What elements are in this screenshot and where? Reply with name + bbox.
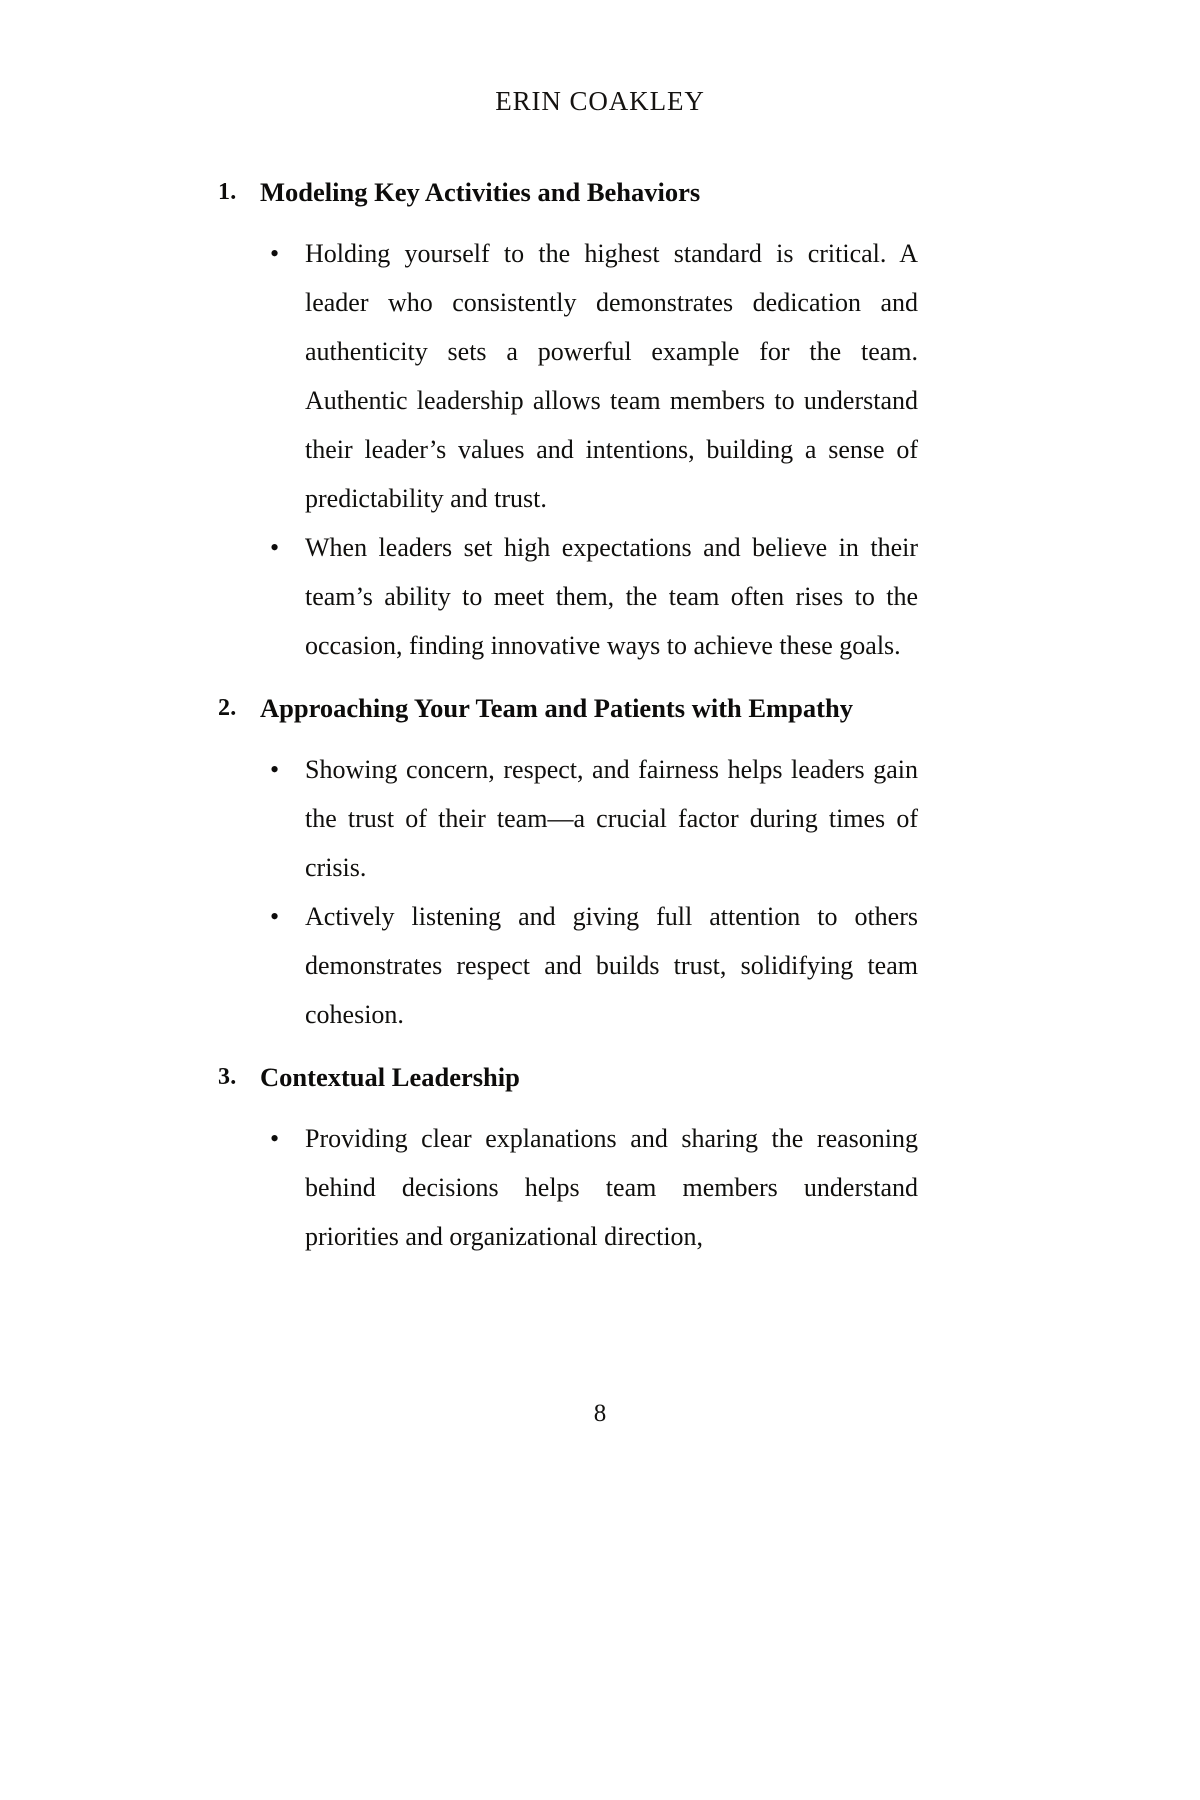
list-item xyxy=(218,229,918,523)
list-item xyxy=(218,892,918,1039)
bullet-text: When leaders set high expectations and believe in their team’s ability to meet them, the team often rises to the occasion, finding innovative ways to achieve these goals. xyxy=(305,533,918,660)
spacer xyxy=(218,217,918,229)
list-item xyxy=(218,1114,918,1261)
section-2 xyxy=(218,684,918,1039)
section-1-title: Modeling Key Activities and Behaviors xyxy=(260,177,701,207)
bullet-icon: • xyxy=(270,902,280,931)
bullet-text: Providing clear explanations and sharing the reasoning behind decisions helps team members understand priorities and organizational direction, xyxy=(305,1124,918,1251)
bullet-text: Actively listening and giving full attention to others demonstrates respect and builds trust, solidifying team cohesion. xyxy=(305,902,918,1029)
bullet-icon: • xyxy=(270,755,280,784)
bullet-icon: • xyxy=(270,533,280,562)
section-1-bullets xyxy=(218,229,918,670)
section-2-heading xyxy=(218,684,918,733)
section-3-number: 3. xyxy=(218,1064,237,1090)
bullet-text: Holding yourself to the highest standard is critical. A leader who consistently demonstrates dedication and authenticity sets a powerful example for the team. Authentic leadership allows team members to understand their leader’s values and intentions, building a sense of predictability and trust. xyxy=(305,239,918,513)
section-2-title: Approaching Your Team and Patients with Empathy xyxy=(260,693,853,723)
list-item xyxy=(218,745,918,892)
bullet-text: Showing concern, respect, and fairness helps leaders gain the trust of their team—a crucial factor during times of crisis. xyxy=(305,755,918,882)
section-1 xyxy=(218,168,918,670)
section-3-heading xyxy=(218,1053,918,1102)
bullet-icon: • xyxy=(270,239,280,268)
running-header: ERIN COAKLEY xyxy=(495,86,705,116)
section-2-number: 2. xyxy=(218,695,237,721)
spacer xyxy=(218,1039,918,1053)
page-number: 8 xyxy=(593,1400,607,1427)
bullet-icon: • xyxy=(270,1124,280,1153)
spacer xyxy=(218,733,918,745)
page-content xyxy=(218,168,918,1261)
section-3-title: Contextual Leadership xyxy=(260,1062,520,1092)
section-1-number: 1. xyxy=(218,179,237,205)
spacer xyxy=(218,670,918,684)
section-3 xyxy=(218,1053,918,1261)
list-item xyxy=(218,523,918,670)
section-2-bullets xyxy=(218,745,918,1039)
spacer xyxy=(218,1102,918,1114)
section-1-heading xyxy=(218,168,918,217)
section-3-bullets xyxy=(218,1114,918,1261)
